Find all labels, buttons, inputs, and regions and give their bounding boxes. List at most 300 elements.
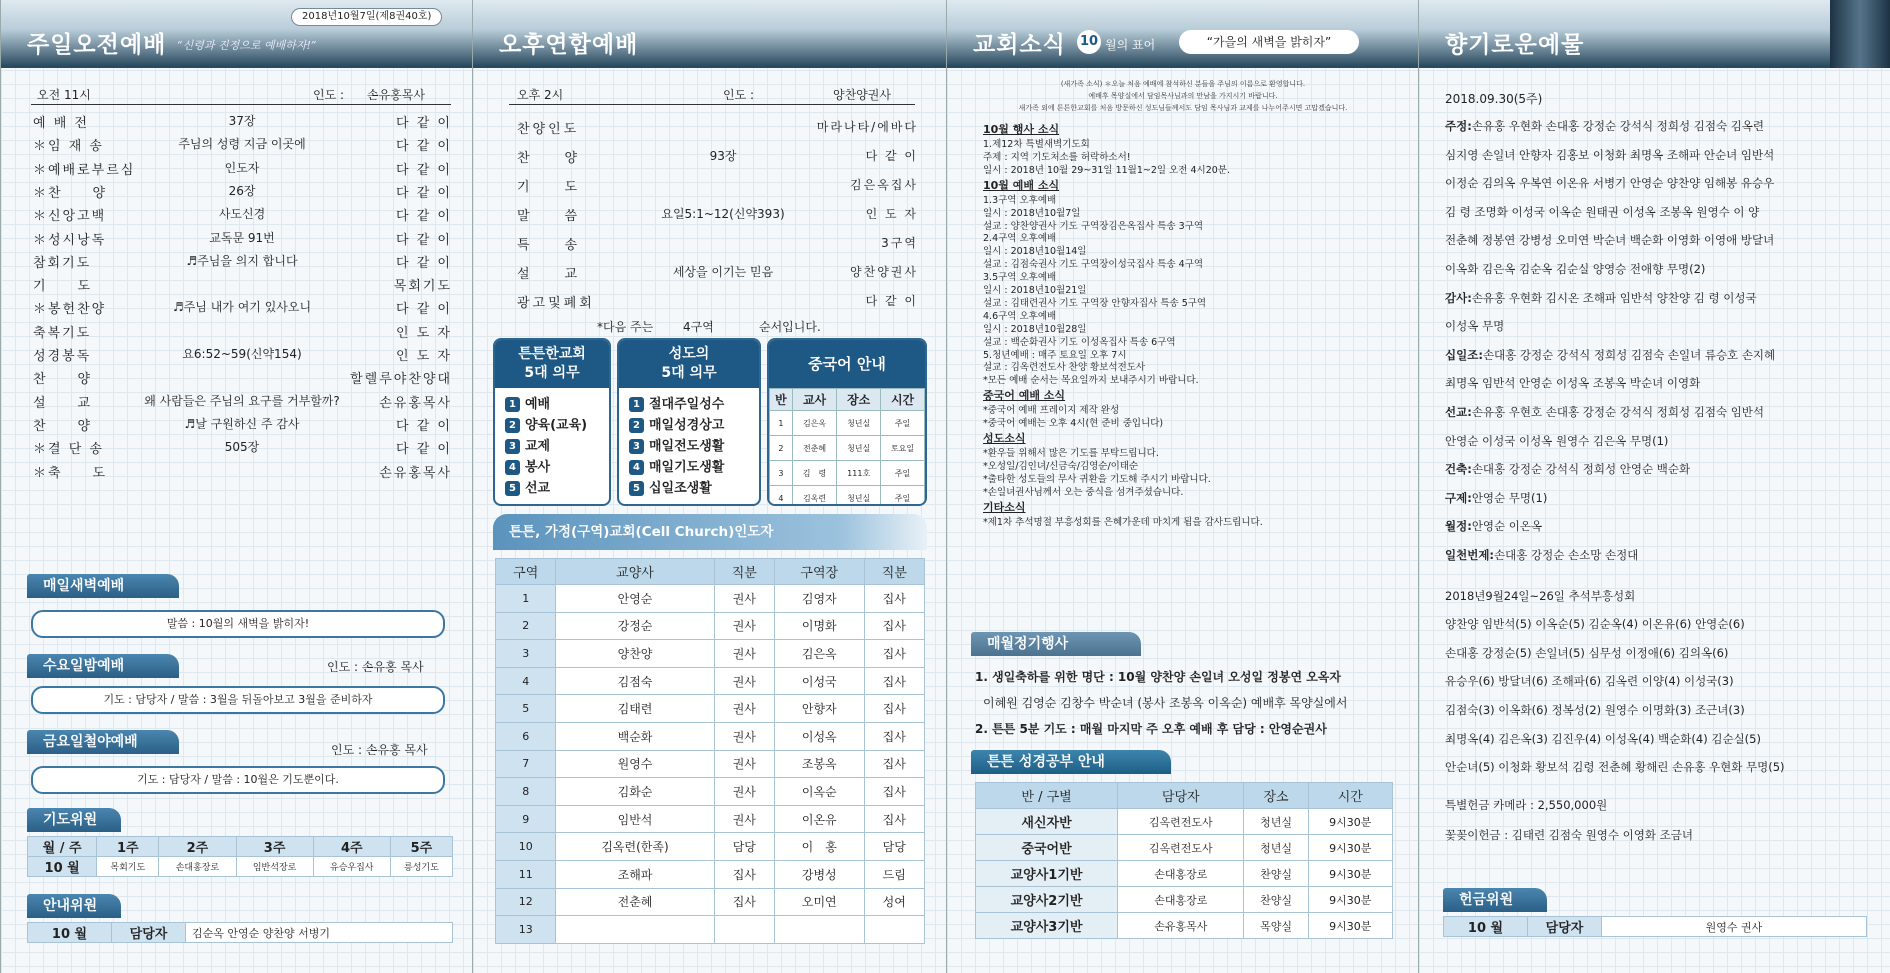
section-title: 수요일밤예배 xyxy=(27,654,179,678)
bible-head: 시간 xyxy=(1308,783,1392,809)
offering-names: 심지영 손일녀 안향자 김홍보 이청화 최명옥 조해파 안순녀 임반석 xyxy=(1445,147,1775,162)
news-heading: 성도소식 xyxy=(983,432,1026,445)
section-title: 매일새벽예배 xyxy=(27,574,179,598)
order-label: ＊임 재 송 xyxy=(33,139,104,155)
cell-value: 권사 xyxy=(714,805,774,833)
offering-names: 김 령 조명화 이성국 이옥순 원태권 이성옥 조봉옥 원영수 이 양 xyxy=(1445,204,1760,219)
news-line: *환우들 위해서 많은 기도를 부탁드립니다. xyxy=(983,448,1159,459)
card-title: 성도의 xyxy=(668,346,710,362)
cell-value: 1 xyxy=(496,585,556,613)
cell-value: 권사 xyxy=(714,695,774,723)
prayer-head: 4주 xyxy=(313,837,390,857)
table-row xyxy=(496,888,925,916)
table-row xyxy=(770,461,925,486)
chinese-cell: 청년실 xyxy=(837,486,881,507)
cell-value: 조해파 xyxy=(556,860,714,888)
bible-cell: 김옥련전도사 xyxy=(1118,809,1244,835)
news-line: *중국어 예배 프레이지 제작 완성 xyxy=(983,405,1120,417)
order-label: 찬양인도 xyxy=(517,122,580,137)
service-time: 오후 2시 xyxy=(517,88,564,102)
news-line: 설교 : 양찬양권사 기도 구역장김은옥집사 특송 3구역 xyxy=(983,220,1204,232)
offering-names: 양찬양 임반석(5) 이옥순(5) 김순옥(4) 이온유(6) 안영순(6) xyxy=(1445,617,1745,632)
news-line: 5.청년예배 : 매주 토요일 오후 7시 xyxy=(983,349,1127,361)
bible-cell: 9시30분 xyxy=(1308,887,1392,913)
order-content: 왜 사람들은 주님의 요구를 거부할까? xyxy=(144,393,340,408)
cell-value xyxy=(714,916,774,944)
order-content: 26장 xyxy=(228,183,256,198)
chinese-head: 교사 xyxy=(792,389,836,411)
news-line: 설교 : 백순화권사 기도 이성옥집사 특송 6구역 xyxy=(983,336,1176,348)
offering-line xyxy=(1445,490,1547,506)
bible-cell: 목양실 xyxy=(1244,913,1308,939)
duty-number-icon: 5 xyxy=(629,481,644,496)
cell-value: 11 xyxy=(496,860,556,888)
chinese-guide-card xyxy=(767,338,927,506)
cell-value: 권사 xyxy=(714,750,774,778)
table-row xyxy=(496,860,925,888)
news-line: 2.4구역 오후예배 xyxy=(983,233,1057,245)
offering-line xyxy=(1445,175,1774,191)
building-image xyxy=(1830,0,1890,68)
news-line: 설교 : 김옥련전도사 찬양 황보석전도사 xyxy=(983,362,1146,374)
duty-label: 양육(교육) xyxy=(525,418,588,433)
prayer-head: 2주 xyxy=(159,837,236,857)
offering-line xyxy=(1445,347,1775,363)
card-subtitle: 5대 의무 xyxy=(661,365,717,381)
offering-line xyxy=(1445,645,1728,661)
chinese-cell: 김은옥 xyxy=(792,411,836,436)
offering-category: 건축: xyxy=(1445,462,1472,477)
news-line: *제1차 추석명절 부흥성회를 은혜가운데 마치게 됨을 감사드립니다. xyxy=(983,516,1263,528)
cell-value: 백순화 xyxy=(556,722,714,750)
offering-category: 감사: xyxy=(1445,290,1472,305)
order-who: 목회기도 xyxy=(393,279,452,295)
table-row xyxy=(496,612,925,640)
order-who: 다 같 이 xyxy=(396,442,452,458)
duty-item xyxy=(629,394,749,415)
order-label: 예 배 전 xyxy=(33,116,89,131)
chinese-cell: 주일 xyxy=(881,486,925,507)
news-line: 주제 : 지역 기도처소를 허락하소서! xyxy=(983,151,1131,163)
cell-value: 강정순 xyxy=(556,612,714,640)
order-label: ＊찬 양 xyxy=(33,185,108,201)
cell-value: 담당 xyxy=(714,833,774,861)
news-heading: 10월 행사 소식 xyxy=(983,123,1060,136)
special-offering: 특별헌금 카메라 : 2,550,000원 xyxy=(1445,798,1608,812)
order-label: ＊축 도 xyxy=(33,465,108,481)
table-row xyxy=(496,833,925,861)
bible-cell: 청년실 xyxy=(1244,835,1308,861)
cell-head: 교양사 xyxy=(556,559,714,585)
next-week-prefix: *다음 주는 xyxy=(597,320,654,334)
cell-value: 권사 xyxy=(714,778,774,806)
wed-sermon: 기도 : 담당자 / 말씀 : 3월을 뒤돌아보고 3월을 준비하자 xyxy=(31,686,445,714)
table-row xyxy=(496,722,925,750)
cell-value: 집사 xyxy=(864,722,924,750)
cell-value: 집사 xyxy=(864,640,924,668)
cell-value: 이옥순 xyxy=(775,778,865,806)
fri-lead: 인도 : 손유홍 목사 xyxy=(331,743,428,757)
cell-value: 4 xyxy=(496,667,556,695)
cell-value: 2 xyxy=(496,612,556,640)
news-line: *출타한 성도들의 무사 귀환을 기도해 주시기 바랍니다. xyxy=(983,473,1211,485)
cell-value: 임반석 xyxy=(556,805,714,833)
cell-value xyxy=(775,916,865,944)
order-label: 찬 양 xyxy=(517,151,581,166)
cell-head: 직분 xyxy=(864,559,924,585)
offering-line xyxy=(1445,702,1745,718)
news-heading: 중국어 예배 소식 xyxy=(983,389,1066,403)
news-line: 1.제12차 특별새벽기도회 xyxy=(983,139,1090,150)
committee-label: 담당자 xyxy=(1528,917,1602,937)
order-content: ♬주님 내가 여기 있사오니 xyxy=(172,300,312,315)
order-label: 특 송 xyxy=(517,238,581,253)
cell-value: 5 xyxy=(496,695,556,723)
table-row xyxy=(496,750,925,778)
bible-cell: 교양사3기반 xyxy=(976,913,1118,939)
cell-value: 이 홍 xyxy=(775,833,865,861)
next-week-suffix: 순서입니다. xyxy=(759,320,821,334)
chinese-cell: 토요일 xyxy=(881,436,925,461)
bible-cell: 손대홍장로 xyxy=(1118,861,1244,887)
bible-cell: 교양사1기반 xyxy=(976,861,1118,887)
order-who: 인 도 자 xyxy=(396,349,452,364)
bible-cell: 9시30분 xyxy=(1308,913,1392,939)
offering-line xyxy=(1445,147,1774,163)
order-label: ＊신앙고백 xyxy=(33,209,107,225)
prayer-line: 2. 튼튼 5분 기도 : 매월 마지막 주 오후 예배 후 담당 : 안영순권사 xyxy=(975,722,1327,736)
usher-table xyxy=(27,922,453,943)
fri-sermon: 기도 : 담당자 / 말씀 : 10월은 기도뿐이다. xyxy=(31,766,445,794)
offering-panel xyxy=(1418,0,1890,973)
chinese-cell: 김 령 xyxy=(792,461,836,486)
offering-category: 월정: xyxy=(1445,519,1472,534)
table-row xyxy=(976,913,1393,939)
cell-head: 구역장 xyxy=(775,559,865,585)
order-who: 손유홍목사 xyxy=(379,465,452,481)
news-line: 일시 : 2018년10월21일 xyxy=(983,285,1087,296)
order-label: 광고및폐회 xyxy=(517,296,595,311)
order-who: 인 도 자 xyxy=(396,325,452,341)
news-line: *손일녀권사님께서 오는 중식을 섬겨주셨습니다. xyxy=(983,486,1184,498)
birthday-line-2: 이혜원 김영순 김창수 박순녀 (봉사 조봉옥 이옥순) 예배후 목양실에서 xyxy=(983,696,1348,710)
cell-value: 담당 xyxy=(864,833,924,861)
cell-church-table xyxy=(495,558,925,944)
notice-line: 새가족 외에 튼튼한교회를 처음 방문하신 성도님들께서도 담임 목사님과 교제를 나누어주시면 고맙겠습니다. xyxy=(1018,104,1348,112)
order-who: 다 같 이 xyxy=(396,255,452,271)
duty-number-icon: 4 xyxy=(505,460,520,475)
offering-names: 손대홍 강정순 강석식 정희성 안영순 백순화 xyxy=(1471,462,1691,477)
prayer-cell: 목회기도 xyxy=(97,857,159,877)
chinese-head: 장소 xyxy=(837,389,881,411)
bible-cell: 9시30분 xyxy=(1308,861,1392,887)
duty-item xyxy=(505,457,599,478)
panel-title: 교회소식 xyxy=(973,32,1066,58)
offering-line xyxy=(1445,404,1764,420)
order-label: 설 교 xyxy=(517,267,581,282)
chinese-cell: 4 xyxy=(770,486,793,507)
offering-line xyxy=(1445,759,1785,775)
order-content: 37장 xyxy=(228,114,256,128)
prayer-head: 5주 xyxy=(390,837,452,857)
order-who: 3구역 xyxy=(881,236,918,250)
lead-name: 손유홍목사 xyxy=(367,88,425,102)
committee-names: 원영수 권사 xyxy=(1602,917,1867,937)
offering-names: 손대홍 강정순 손소망 손정대 xyxy=(1494,548,1639,562)
section-title: 금요일철야예배 xyxy=(27,730,179,754)
table-row xyxy=(496,916,925,944)
offering-line xyxy=(1445,375,1700,391)
offering-line xyxy=(1445,461,1690,477)
duty-label: 매일전도생활 xyxy=(649,439,725,454)
duty-number-icon: 2 xyxy=(629,418,644,433)
offering-line xyxy=(1445,261,1705,277)
offering-names: 안영순 이온옥 xyxy=(1471,519,1543,534)
service-motto: “신령과 진정으로 예배하자!” xyxy=(177,39,317,52)
cell-value: 권사 xyxy=(714,722,774,750)
cell-value: 조봉옥 xyxy=(775,750,865,778)
bible-cell: 9시30분 xyxy=(1308,835,1392,861)
duty-number-icon: 1 xyxy=(629,397,644,412)
offering-names: 최명옥 임반석 안영순 이성옥 조봉옥 박순녀 이영화 xyxy=(1445,376,1701,391)
bible-cell: 찬양실 xyxy=(1244,887,1308,913)
news-line: 일시 : 2018년10월28일 xyxy=(983,323,1087,335)
chinese-cell: 주일 xyxy=(881,461,925,486)
order-label: 찬 양 xyxy=(33,418,93,434)
duty-label: 십일조생활 xyxy=(649,481,712,496)
cell-value: 6 xyxy=(496,722,556,750)
offering-date: 2018.09.30(5주) xyxy=(1445,92,1543,106)
cell-value: 이성국 xyxy=(775,667,865,695)
card-title: 중국어 안내 xyxy=(769,340,925,388)
prayer-head: 1주 xyxy=(97,837,159,857)
offering-names: 손유홍 우현호 손대홍 강정순 강석식 정희성 김점숙 임반석 xyxy=(1471,405,1765,419)
section-title: 헌금위원 xyxy=(1443,888,1547,912)
prayer-cell: 손대홍장로 xyxy=(159,857,236,877)
offering-line xyxy=(1445,204,1759,220)
duty-number-icon: 4 xyxy=(629,460,644,475)
lead-label: 인도 : xyxy=(313,88,345,102)
duty-item xyxy=(505,436,599,457)
duty-number-icon: 5 xyxy=(505,481,520,496)
order-content: 인도자 xyxy=(224,160,260,175)
duty-label: 예배 xyxy=(525,397,551,412)
cell-head: 구역 xyxy=(496,559,556,585)
order-who: 다 같 이 xyxy=(396,139,452,155)
order-label: 찬 양 xyxy=(33,372,93,388)
offering-line xyxy=(1445,433,1668,449)
order-label: ＊성시낭독 xyxy=(33,232,107,248)
chinese-cell: 전춘혜 xyxy=(792,436,836,461)
offering-names: 손유홍 우현화 김시온 조해파 임반석 양찬양 김 령 이성국 xyxy=(1471,290,1757,305)
order-content: 주님의 성령 지금 이곳에 xyxy=(178,137,306,152)
order-who: 손유홍목사 xyxy=(379,395,452,411)
table-row xyxy=(770,436,925,461)
cell-value: 권사 xyxy=(714,667,774,695)
cell-value: 성여 xyxy=(864,888,924,916)
usher-label: 담당자 xyxy=(112,923,186,943)
bible-cell: 교양사2기반 xyxy=(976,887,1118,913)
cell-value: 권사 xyxy=(714,585,774,613)
news-line: 1.3구역 오후예배 xyxy=(983,194,1057,206)
table-row xyxy=(976,861,1393,887)
order-content: 사도신경 xyxy=(218,207,266,222)
notice-line: (새가족 소식) ＊오늘 처음 예배에 참석하신 분들을 주님의 이름으로 환영합니다. xyxy=(1060,80,1306,88)
offering-category: 일천번제: xyxy=(1445,548,1495,562)
order-who: 다 같 이 xyxy=(865,149,918,163)
card-title: 튼튼한교회 xyxy=(518,346,586,362)
table-row xyxy=(496,667,925,695)
table-row xyxy=(496,778,925,806)
offering-names: 손대홍 강정순 강석식 정희성 김점숙 손일녀 류승호 손지혜 xyxy=(1482,347,1776,362)
next-week-group: 4구역 xyxy=(683,320,714,334)
cell-value: 원영수 xyxy=(556,750,714,778)
chinese-cell: 주일 xyxy=(881,411,925,436)
news-line: 설교 : 김점숙권사 기도 구역장이성국집사 특송 4구역 xyxy=(983,259,1204,271)
table-row xyxy=(976,835,1393,861)
chinese-cell: 청년실 xyxy=(837,436,881,461)
lead-label: 인도 : xyxy=(723,88,755,102)
order-who: 인 도 자 xyxy=(865,207,918,221)
offering-category: 십일조: xyxy=(1445,347,1483,362)
bible-head: 장소 xyxy=(1244,783,1308,809)
section-title: 안내위원 xyxy=(27,894,121,918)
table-row xyxy=(496,695,925,723)
member-duties-card xyxy=(617,338,761,506)
offering-names: 유승우(6) 방달녀(6) 조해파(6) 김옥련 이양(4) 이성국(3) xyxy=(1445,674,1734,689)
cell-value: 전춘혜 xyxy=(556,888,714,916)
news-line: 4.6구역 오후예배 xyxy=(983,310,1057,322)
cell-value: 김옥련(한족) xyxy=(556,833,714,861)
order-label: ＊결 단 송 xyxy=(33,442,104,458)
duty-item xyxy=(505,394,599,415)
order-who: 다 같 이 xyxy=(865,294,918,308)
bible-cell: 찬양실 xyxy=(1244,861,1308,887)
card-subtitle: 5대 의무 xyxy=(524,365,580,381)
prayer-cell: 임반석장로 xyxy=(236,857,313,877)
bible-study-table xyxy=(975,782,1393,939)
panel-title: 주일오전예배 xyxy=(27,32,167,58)
cell-value: 오미연 xyxy=(775,888,865,916)
usher-names: 김순옥 안영순 양찬양 서병기 xyxy=(186,923,453,943)
order-label: 성경봉독 xyxy=(33,349,92,364)
offering-committee-table xyxy=(1443,916,1867,937)
cell-value: 김영자 xyxy=(775,585,865,613)
panel-header xyxy=(1419,0,1890,68)
news-line: 일시 : 2018년10월7일 xyxy=(983,207,1081,219)
cell-value: 김은옥 xyxy=(775,640,865,668)
chinese-cell: 2 xyxy=(770,436,793,461)
offering-line xyxy=(1445,588,1635,604)
service-time: 오전 11시 xyxy=(37,88,91,102)
duty-item xyxy=(629,415,749,436)
table-row xyxy=(496,585,925,613)
chinese-head: 반 xyxy=(770,389,793,411)
offering-names: 최명옥(4) 김은옥(3) 김진우(4) 이성옥(4) 백순화(4) 김순실(5) xyxy=(1445,731,1761,746)
news-heading: 10월 예배 소식 xyxy=(983,178,1060,192)
divider xyxy=(509,104,915,105)
order-who: 다 같 이 xyxy=(396,209,452,225)
cell-value: 김태련 xyxy=(556,695,714,723)
morning-service-panel xyxy=(0,0,472,973)
chinese-cell: 111호 xyxy=(837,461,881,486)
news-line: 3.5구역 오후예배 xyxy=(983,272,1057,284)
offering-category: 선교: xyxy=(1445,405,1472,419)
cell-value: 집사 xyxy=(864,805,924,833)
table-row xyxy=(976,887,1393,913)
news-line: 일시 : 2018년10월14일 xyxy=(983,246,1087,258)
order-who: 다 같 이 xyxy=(396,162,452,178)
cell-value: 7 xyxy=(496,750,556,778)
offering-names: 손유홍 우현화 손대홍 강정순 강석식 정희성 김점숙 김옥련 xyxy=(1471,119,1765,133)
order-content: 93장 xyxy=(709,149,737,163)
newcomer-notice xyxy=(967,78,1399,114)
cell-value: 집사 xyxy=(864,695,924,723)
cell-value: 강병성 xyxy=(775,860,865,888)
order-who: 다 같 이 xyxy=(396,185,452,201)
cell-value: 양찬양 xyxy=(556,640,714,668)
cell-value: 안향자 xyxy=(775,695,865,723)
duty-label: 매일기도생활 xyxy=(649,460,725,475)
prayer-cell: 10 월 xyxy=(28,857,97,877)
chinese-head: 시간 xyxy=(881,389,925,411)
cell-value: 안영순 xyxy=(556,585,714,613)
bible-cell: 새신자반 xyxy=(976,809,1118,835)
dawn-sermon: 말씀 : 10월의 새벽을 밝히자! xyxy=(31,610,445,638)
cell-head: 직분 xyxy=(714,559,774,585)
order-label: 설 교 xyxy=(33,395,93,411)
chinese-cell: 1 xyxy=(770,411,793,436)
cell-value: 3 xyxy=(496,640,556,668)
duty-label: 교제 xyxy=(525,439,551,454)
order-content: 세상을 이기는 믿음 xyxy=(672,265,774,279)
duty-label: 절대주일성수 xyxy=(649,397,725,412)
cell-value: 13 xyxy=(496,916,556,944)
order-who: 양찬양권사 xyxy=(850,265,918,279)
section-title: 기도위원 xyxy=(27,808,121,832)
offering-names: 손대홍 강정순(5) 손일녀(5) 심무성 이정애(6) 김의옥(6) xyxy=(1445,645,1729,660)
cell-value: 권사 xyxy=(714,640,774,668)
prayer-cell: 유승우집사 xyxy=(313,857,390,877)
order-who: 다 같 이 xyxy=(396,302,452,318)
offering-names: 이정순 김의옥 우복연 이온유 서병기 안영순 양찬양 임해봉 유승우 xyxy=(1445,176,1775,191)
news-line: 일시 : 2018년 10월 29~31일 11월1~2일 오전 4시20분. xyxy=(983,164,1230,176)
cell-value xyxy=(864,916,924,944)
order-who: 마라나타/에바다 xyxy=(816,120,918,134)
order-who: 다 같 이 xyxy=(396,116,452,131)
church-duties-card xyxy=(493,338,611,506)
panel-header xyxy=(473,0,946,68)
wed-lead: 인도 : 손유홍 목사 xyxy=(327,660,424,674)
duty-number-icon: 3 xyxy=(505,439,520,454)
cell-church-title: 튼튼, 가정(구역)교회(Cell Church)인도자 xyxy=(493,514,927,550)
order-label: 기 도 xyxy=(517,180,581,195)
motto: “가을의 새벽을 밝히자” xyxy=(1179,30,1359,54)
offering-names: 이옥화 김은옥 김순옥 김순실 양영승 전애향 무명(2) xyxy=(1445,262,1706,276)
cell-value: 집사 xyxy=(864,667,924,695)
committee-month: 10 월 xyxy=(1444,917,1528,937)
duty-item xyxy=(629,478,749,499)
afternoon-service-panel xyxy=(472,0,946,973)
offering-line xyxy=(1445,616,1745,632)
section-title: 튼튼 성경공부 안내 xyxy=(971,750,1171,774)
table-row xyxy=(496,640,925,668)
divider xyxy=(31,104,451,105)
usher-month: 10 월 xyxy=(28,923,112,943)
cell-value: 권사 xyxy=(714,612,774,640)
cell-value: 김화순 xyxy=(556,778,714,806)
table-row xyxy=(496,805,925,833)
